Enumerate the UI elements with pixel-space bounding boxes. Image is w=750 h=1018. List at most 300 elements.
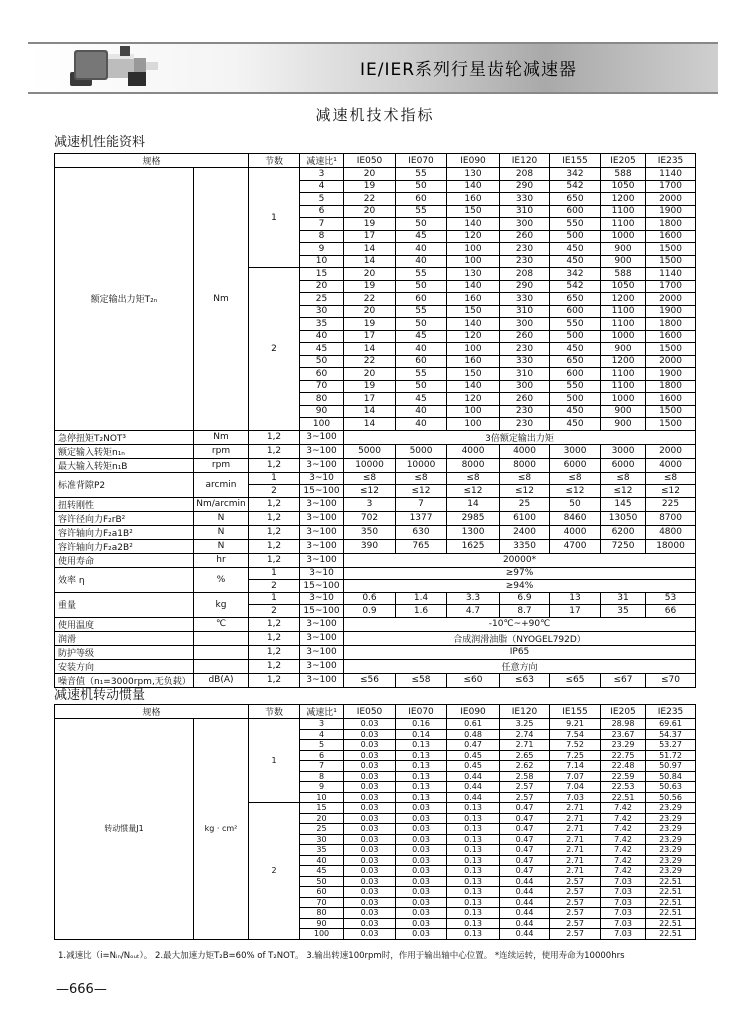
value-cell: 500 — [550, 330, 601, 343]
value-cell: 900 — [601, 255, 646, 268]
table-row — [55, 645, 696, 659]
value-cell: 120 — [447, 230, 500, 243]
value-cell: 7.03 — [601, 897, 646, 908]
column-header: 节数 — [249, 705, 300, 719]
column-header: IE090 — [447, 154, 500, 168]
value-cell: 20 — [344, 168, 396, 181]
row-label: 润滑 — [55, 631, 194, 645]
ratio-cell: 9 — [300, 782, 344, 793]
value-cell: 0.44 — [500, 918, 550, 929]
value-cell: 1100 — [601, 368, 646, 381]
stage-cell: 2 — [249, 485, 300, 498]
ratio-cell: 3 — [300, 719, 344, 730]
value-cell: ≤8 — [646, 472, 696, 485]
row-unit: ℃ — [194, 617, 249, 631]
ratio-cell: 3~100 — [300, 645, 344, 659]
value-cell: 2.71 — [550, 845, 601, 856]
value-cell: 0.03 — [344, 750, 396, 761]
value-cell: 8.7 — [500, 605, 550, 618]
merged-value-cell: -10℃~+90℃ — [344, 617, 696, 631]
value-cell: 0.13 — [447, 845, 500, 856]
value-cell: 6.9 — [500, 592, 550, 605]
value-cell: 1100 — [601, 305, 646, 318]
value-cell: ≤12 — [646, 485, 696, 498]
value-cell: 19 — [344, 280, 396, 293]
value-cell: ≤8 — [550, 472, 601, 485]
value-cell: 2.57 — [550, 929, 601, 940]
ratio-cell: 90 — [300, 918, 344, 929]
value-cell: 0.03 — [344, 876, 396, 887]
value-cell: 40 — [396, 343, 447, 356]
value-cell: 7.54 — [550, 729, 601, 740]
value-cell: 900 — [601, 243, 646, 256]
ratio-cell: 6 — [300, 205, 344, 218]
value-cell: 7.14 — [550, 761, 601, 772]
ratio-cell: 45 — [300, 866, 344, 877]
ratio-cell: 8 — [300, 230, 344, 243]
value-cell: 1700 — [646, 180, 696, 193]
page-number: —666— — [56, 982, 107, 997]
value-cell: ≤8 — [500, 472, 550, 485]
stage-cell: 2 — [249, 803, 300, 940]
row-unit: Nm — [194, 168, 249, 431]
value-cell: 0.44 — [447, 771, 500, 782]
value-cell: 1600 — [646, 393, 696, 406]
row-unit: kg · cm² — [194, 719, 249, 940]
value-cell: 0.03 — [344, 897, 396, 908]
value-cell: 1800 — [646, 380, 696, 393]
value-cell: 0.47 — [500, 824, 550, 835]
stage-cell: 1,2 — [249, 497, 300, 511]
value-cell: 0.03 — [396, 897, 447, 908]
value-cell: 3000 — [550, 444, 601, 458]
value-cell: 69.61 — [646, 719, 696, 730]
value-cell: 17 — [344, 393, 396, 406]
value-cell: 51.72 — [646, 750, 696, 761]
value-cell: 23.67 — [601, 729, 646, 740]
row-unit: dB(A) — [194, 673, 249, 687]
value-cell: 0.03 — [396, 887, 447, 898]
value-cell: 50.84 — [646, 771, 696, 782]
value-cell: 0.45 — [447, 750, 500, 761]
value-cell: ≤63 — [500, 673, 550, 687]
ratio-cell: 3~100 — [300, 525, 344, 539]
value-cell: 7.42 — [601, 845, 646, 856]
value-cell: 0.44 — [447, 792, 500, 803]
value-cell: 2.57 — [550, 876, 601, 887]
value-cell: 290 — [500, 180, 550, 193]
ratio-cell: 30 — [300, 305, 344, 318]
value-cell: 22.51 — [601, 792, 646, 803]
row-unit: hr — [194, 553, 249, 567]
value-cell: 300 — [500, 380, 550, 393]
ratio-cell: 3~100 — [300, 497, 344, 511]
value-cell: 22.51 — [646, 876, 696, 887]
column-header: 减速比¹ — [300, 705, 344, 719]
value-cell: 0.03 — [344, 908, 396, 919]
merged-value-cell: 任意方向 — [344, 659, 696, 673]
value-cell: 0.16 — [396, 719, 447, 730]
value-cell: 0.13 — [447, 918, 500, 929]
value-cell: 160 — [447, 293, 500, 306]
value-cell: 55 — [396, 268, 447, 281]
value-cell: 4800 — [646, 525, 696, 539]
value-cell: 150 — [447, 368, 500, 381]
value-cell: 23.29 — [646, 834, 696, 845]
value-cell: ≤60 — [447, 673, 500, 687]
value-cell: 0.03 — [344, 803, 396, 814]
value-cell: 1200 — [601, 355, 646, 368]
stage-cell: 1,2 — [249, 659, 300, 673]
ratio-cell: 9 — [300, 243, 344, 256]
ratio-cell: 10 — [300, 255, 344, 268]
value-cell: 0.03 — [396, 866, 447, 877]
value-cell: 342 — [550, 268, 601, 281]
value-cell: 4.7 — [447, 605, 500, 618]
ratio-cell: 3~10 — [300, 567, 344, 580]
value-cell: ≤8 — [344, 472, 396, 485]
value-cell: 140 — [447, 280, 500, 293]
value-cell: 150 — [447, 205, 500, 218]
value-cell: 1200 — [601, 293, 646, 306]
value-cell: 55 — [396, 368, 447, 381]
value-cell: 3000 — [601, 444, 646, 458]
row-label: 容许径向力F₂rB² — [55, 511, 194, 525]
value-cell: 10000 — [344, 458, 396, 472]
value-cell: 390 — [344, 539, 396, 553]
value-cell: 2.71 — [550, 813, 601, 824]
table-row — [55, 567, 696, 580]
row-label: 额定输入转矩n₁ₙ — [55, 444, 194, 458]
value-cell: 0.44 — [500, 929, 550, 940]
value-cell: 7.04 — [550, 782, 601, 793]
value-cell: 14 — [344, 405, 396, 418]
value-cell: 100 — [447, 343, 500, 356]
table-row — [55, 168, 696, 181]
value-cell: 0.13 — [447, 897, 500, 908]
value-cell: 55 — [396, 305, 447, 318]
value-cell: 28.98 — [601, 719, 646, 730]
value-cell: 0.13 — [447, 824, 500, 835]
value-cell: 17 — [344, 230, 396, 243]
value-cell: 0.13 — [447, 929, 500, 940]
value-cell: 8000 — [447, 458, 500, 472]
row-label: 扭转刚性 — [55, 497, 194, 511]
merged-value-cell: 合成润滑油脂（NYOGEL792D） — [344, 631, 696, 645]
column-header: IE120 — [500, 705, 550, 719]
value-cell: 50.97 — [646, 761, 696, 772]
ratio-cell: 3~100 — [300, 617, 344, 631]
value-cell: 50 — [396, 218, 447, 231]
value-cell: 160 — [447, 193, 500, 206]
stage-cell: 1,2 — [249, 645, 300, 659]
ratio-cell: 100 — [300, 929, 344, 940]
inertia-section-title: 减速机转动惯量 — [54, 688, 146, 703]
row-unit: rpm — [194, 458, 249, 472]
value-cell: 7250 — [601, 539, 646, 553]
table-row — [55, 553, 696, 567]
value-cell: 140 — [447, 380, 500, 393]
value-cell: 14 — [447, 497, 500, 511]
value-cell: 20 — [344, 205, 396, 218]
value-cell: 2.71 — [550, 855, 601, 866]
stage-cell: 1,2 — [249, 539, 300, 553]
ratio-cell: 7 — [300, 761, 344, 772]
ratio-cell: 3~100 — [300, 631, 344, 645]
value-cell: 2.57 — [500, 792, 550, 803]
row-unit: N — [194, 539, 249, 553]
value-cell: 230 — [500, 255, 550, 268]
inertia-table — [54, 704, 696, 940]
value-cell: 6000 — [601, 458, 646, 472]
value-cell: 0.13 — [396, 761, 447, 772]
value-cell: 0.6 — [344, 592, 396, 605]
value-cell: ≤58 — [396, 673, 447, 687]
value-cell: 550 — [550, 218, 601, 231]
value-cell: 53 — [646, 592, 696, 605]
value-cell: 0.03 — [344, 866, 396, 877]
value-cell: 0.47 — [447, 740, 500, 751]
ratio-cell: 3~100 — [300, 539, 344, 553]
value-cell: 40 — [396, 255, 447, 268]
ratio-cell: 50 — [300, 876, 344, 887]
value-cell: 22.51 — [646, 918, 696, 929]
ratio-cell: 3~100 — [300, 444, 344, 458]
value-cell: 22 — [344, 293, 396, 306]
value-cell: 765 — [396, 539, 447, 553]
stage-cell: 1,2 — [249, 553, 300, 567]
row-label: 安装方向 — [55, 659, 194, 673]
value-cell: 2.74 — [500, 729, 550, 740]
value-cell: 150 — [447, 305, 500, 318]
value-cell: 330 — [500, 193, 550, 206]
ratio-cell: 3~100 — [300, 430, 344, 444]
column-header: IE050 — [344, 705, 396, 719]
value-cell: 500 — [550, 230, 601, 243]
value-cell: 140 — [447, 180, 500, 193]
value-cell: 22.59 — [601, 771, 646, 782]
value-cell: 5000 — [396, 444, 447, 458]
value-cell: 160 — [447, 355, 500, 368]
value-cell: 100 — [447, 405, 500, 418]
value-cell: 0.03 — [396, 824, 447, 835]
column-header: IE120 — [500, 154, 550, 168]
value-cell: 550 — [550, 318, 601, 331]
value-cell: 208 — [500, 268, 550, 281]
ratio-cell: 80 — [300, 393, 344, 406]
value-cell: 0.44 — [500, 897, 550, 908]
value-cell: 0.13 — [396, 740, 447, 751]
row-unit — [194, 659, 249, 673]
value-cell: 0.47 — [500, 845, 550, 856]
value-cell: 17 — [550, 605, 601, 618]
value-cell: 140 — [447, 218, 500, 231]
value-cell: 0.03 — [344, 824, 396, 835]
value-cell: 260 — [500, 230, 550, 243]
ratio-cell: 25 — [300, 293, 344, 306]
value-cell: 23.29 — [646, 824, 696, 835]
value-cell: 45 — [396, 393, 447, 406]
value-cell: 20 — [344, 268, 396, 281]
value-cell: 542 — [550, 180, 601, 193]
value-cell: 2.57 — [550, 908, 601, 919]
value-cell: 22.75 — [601, 750, 646, 761]
value-cell: ≤67 — [601, 673, 646, 687]
value-cell: 2.57 — [550, 887, 601, 898]
value-cell: 50.63 — [646, 782, 696, 793]
value-cell: 7.07 — [550, 771, 601, 782]
ratio-cell: 60 — [300, 368, 344, 381]
value-cell: 7.42 — [601, 834, 646, 845]
performance-table — [54, 153, 696, 688]
value-cell: 0.13 — [447, 813, 500, 824]
value-cell: 22.51 — [646, 897, 696, 908]
ratio-cell: 3~10 — [300, 592, 344, 605]
value-cell: 53.27 — [646, 740, 696, 751]
value-cell: 2.62 — [500, 761, 550, 772]
stage-cell: 1,2 — [249, 525, 300, 539]
value-cell: 0.45 — [447, 761, 500, 772]
value-cell: 22.53 — [601, 782, 646, 793]
ratio-cell: 3~100 — [300, 458, 344, 472]
ratio-cell: 15~100 — [300, 485, 344, 498]
value-cell: ≤12 — [601, 485, 646, 498]
table-row — [55, 719, 696, 730]
value-cell: 145 — [601, 497, 646, 511]
value-cell: 50 — [396, 180, 447, 193]
stage-cell: 1,2 — [249, 458, 300, 472]
value-cell: 0.03 — [344, 887, 396, 898]
ratio-cell: 45 — [300, 343, 344, 356]
table-row — [55, 673, 696, 687]
value-cell: 7.03 — [601, 918, 646, 929]
ratio-cell: 5 — [300, 740, 344, 751]
value-cell: 650 — [550, 193, 601, 206]
column-header: 规格 — [55, 154, 249, 168]
value-cell: 23.29 — [646, 803, 696, 814]
value-cell: 260 — [500, 330, 550, 343]
table-row — [55, 472, 696, 485]
row-label: 防护等级 — [55, 645, 194, 659]
table-row — [55, 154, 696, 168]
column-header: 节数 — [249, 154, 300, 168]
value-cell: 1900 — [646, 305, 696, 318]
value-cell: 230 — [500, 418, 550, 431]
value-cell: 120 — [447, 393, 500, 406]
value-cell: 0.47 — [500, 834, 550, 845]
value-cell: 0.13 — [447, 866, 500, 877]
row-label: 噪音值（n₁=3000rpm,无负载） — [55, 673, 194, 687]
row-unit: kg — [194, 592, 249, 617]
value-cell: ≤8 — [396, 472, 447, 485]
ratio-cell: 70 — [300, 380, 344, 393]
column-header: IE235 — [646, 154, 696, 168]
value-cell: 0.13 — [447, 876, 500, 887]
ratio-cell: 40 — [300, 330, 344, 343]
value-cell: ≤8 — [601, 472, 646, 485]
value-cell: 0.03 — [396, 845, 447, 856]
ratio-cell: 20 — [300, 813, 344, 824]
value-cell: 1140 — [646, 268, 696, 281]
footnote: 1.减速比（i=Nᵢₙ/Nₒᵤₜ）。 2.最大加速力矩T₂B=60% of T₂NOT。 3.输出转速100rpm时，作用于输出轴中心位置。 *连续运转，使用寿命为10000hrs — [58, 951, 625, 961]
value-cell: 19 — [344, 180, 396, 193]
stage-cell: 2 — [249, 605, 300, 618]
value-cell: 2000 — [646, 193, 696, 206]
value-cell: 100 — [447, 418, 500, 431]
value-cell: 23.29 — [646, 855, 696, 866]
value-cell: 1100 — [601, 318, 646, 331]
value-cell: 2000 — [646, 355, 696, 368]
row-unit: % — [194, 567, 249, 592]
value-cell: 7 — [396, 497, 447, 511]
ratio-cell: 50 — [300, 355, 344, 368]
value-cell: 330 — [500, 355, 550, 368]
value-cell: 5000 — [344, 444, 396, 458]
row-unit: N — [194, 525, 249, 539]
value-cell: 0.47 — [500, 813, 550, 824]
ratio-cell: 30 — [300, 834, 344, 845]
value-cell: 2.57 — [500, 782, 550, 793]
value-cell: 1000 — [601, 393, 646, 406]
value-cell: 450 — [550, 243, 601, 256]
value-cell: 130 — [447, 268, 500, 281]
row-unit: Nm — [194, 430, 249, 444]
value-cell: 7.42 — [601, 813, 646, 824]
value-cell: 0.9 — [344, 605, 396, 618]
value-cell: 1050 — [601, 180, 646, 193]
value-cell: 7.52 — [550, 740, 601, 751]
stage-cell: 1 — [249, 472, 300, 485]
row-label: 急停扭矩T₂NOT³ — [55, 430, 194, 444]
value-cell: 50 — [396, 280, 447, 293]
ratio-cell: 15 — [300, 268, 344, 281]
column-header: 减速比¹ — [300, 154, 344, 168]
value-cell: 0.03 — [344, 918, 396, 929]
value-cell: 9.21 — [550, 719, 601, 730]
value-cell: 50 — [550, 497, 601, 511]
value-cell: 310 — [500, 205, 550, 218]
value-cell: 14 — [344, 255, 396, 268]
row-unit: Nm/arcmin — [194, 497, 249, 511]
value-cell: 1300 — [447, 525, 500, 539]
value-cell: 3.25 — [500, 719, 550, 730]
ratio-cell: 60 — [300, 887, 344, 898]
ratio-cell: 35 — [300, 845, 344, 856]
value-cell: ≤12 — [396, 485, 447, 498]
value-cell: 0.03 — [396, 813, 447, 824]
performance-section-title: 减速机性能资料 — [54, 135, 146, 150]
value-cell: 1377 — [396, 511, 447, 525]
value-cell: 1500 — [646, 405, 696, 418]
value-cell: 50.56 — [646, 792, 696, 803]
value-cell: 18000 — [646, 539, 696, 553]
value-cell: 100 — [447, 243, 500, 256]
row-label: 标准背隙P2 — [55, 472, 194, 497]
value-cell: ≤70 — [646, 673, 696, 687]
value-cell: 60 — [396, 355, 447, 368]
value-cell: 23.29 — [646, 845, 696, 856]
ratio-cell: 8 — [300, 771, 344, 782]
row-label: 容许轴向力F₂a2B² — [55, 539, 194, 553]
ratio-cell: 15~100 — [300, 580, 344, 593]
value-cell: 225 — [646, 497, 696, 511]
value-cell: 600 — [550, 205, 601, 218]
value-cell: 450 — [550, 418, 601, 431]
value-cell: 100 — [447, 255, 500, 268]
value-cell: ≤12 — [500, 485, 550, 498]
value-cell: 7.03 — [601, 876, 646, 887]
stage-cell: 1,2 — [249, 444, 300, 458]
